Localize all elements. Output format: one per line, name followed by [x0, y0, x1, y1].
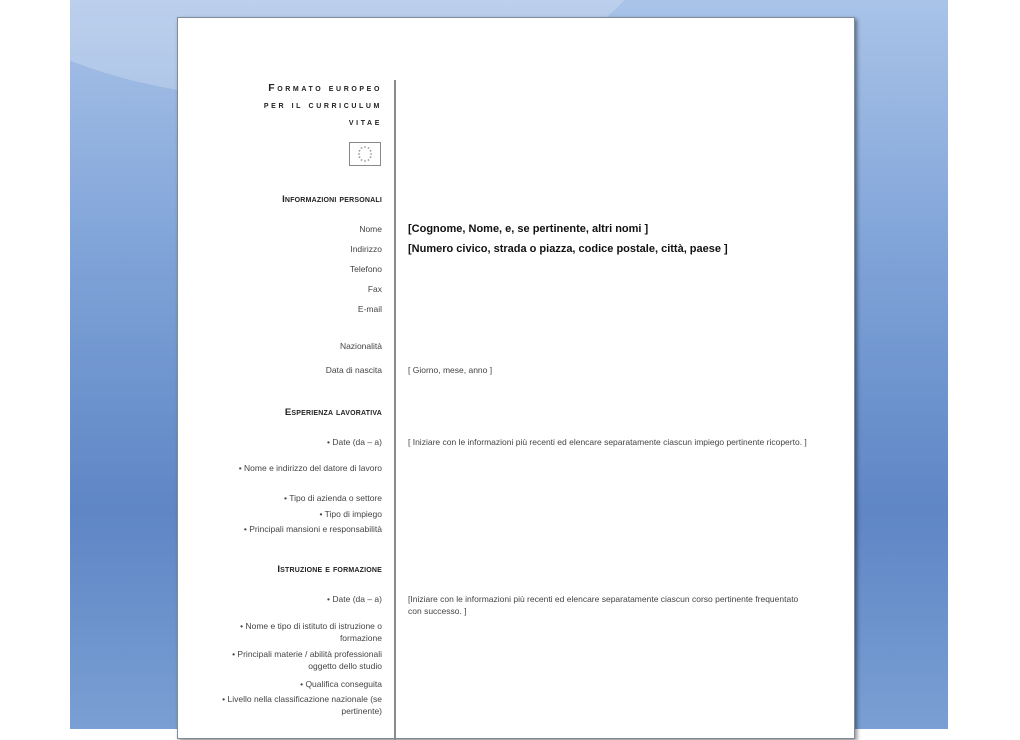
label-phone: Telefono: [349, 264, 382, 274]
label-qualification: • Qualifica conseguita: [300, 679, 382, 689]
label-level: • Livello nella classificazione nazionale (se pertinente): [222, 694, 382, 716]
value-birth-date: [ Giorno, mese, anno ]: [408, 365, 493, 375]
label-email: E-mail: [357, 304, 382, 314]
label-education-dates: • Date (da – a): [327, 594, 382, 604]
document-page: [177, 17, 855, 739]
label-duties: • Principali mansioni e responsabilità: [243, 524, 382, 534]
cv-title-line-1: Formato europeo: [268, 82, 382, 94]
label-work-dates: • Date (da – a): [327, 437, 382, 447]
value-work-experience: [ Iniziare con le informazioni più recenti ed elencare separatamente ciascun impiego pertinente ricoperto. ]: [408, 437, 807, 447]
eu-flag-icon: [349, 142, 381, 166]
label-name: Nome: [359, 224, 382, 234]
value-address: [Numero civico, strada o piazza, codice postale, città, paese ]: [408, 243, 728, 255]
section-work-experience: Esperienza lavorativa: [284, 407, 382, 418]
section-education: Istruzione e formazione: [277, 564, 382, 575]
value-education: [Iniziare con le informazioni più recenti ed elencare separatamente ciascun corso pertinente frequentato con successo. ]: [408, 594, 799, 616]
label-employer: • Nome e indirizzo del datore di lavoro: [238, 463, 382, 473]
label-fax: Fax: [367, 284, 382, 294]
label-institution: • Nome e tipo di istituto di istruzione o formazione: [240, 621, 382, 643]
label-address: Indirizzo: [350, 244, 382, 254]
cv-title: [222, 80, 382, 131]
label-job-type: • Tipo di impiego: [319, 509, 382, 519]
section-personal-info: Informazioni personali: [282, 194, 382, 205]
cv-title-line-3: vitae: [348, 116, 382, 128]
label-subjects: • Principali materie / abilità professionali oggetto dello studio: [232, 649, 382, 671]
label-nationality: Nazionalità: [339, 341, 382, 351]
column-divider: [394, 80, 396, 740]
label-sector: • Tipo di azienda o settore: [284, 493, 382, 503]
value-name: [Cognome, Nome, e, se pertinente, altri nomi ]: [408, 223, 649, 235]
cv-title-line-2: per il curriculum: [263, 99, 382, 111]
label-birth-date: Data di nascita: [325, 365, 382, 375]
